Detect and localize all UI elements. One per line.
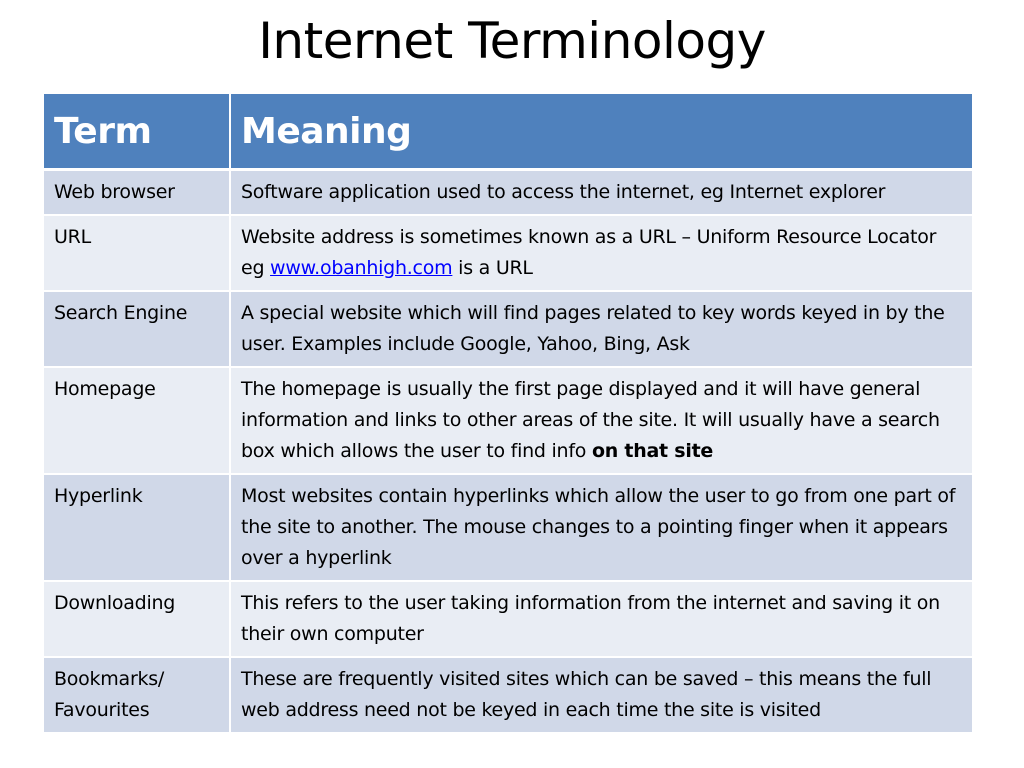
table-header-row [44, 94, 972, 170]
table-row [44, 581, 972, 657]
meaning-text: is a URL [452, 257, 533, 279]
term-cell: Bookmarks/ Favourites [44, 657, 230, 733]
header-meaning: Meaning [230, 94, 972, 170]
meaning-cell: This refers to the user taking information from the internet and saving it on their own computer [230, 581, 972, 657]
table-row [44, 170, 972, 216]
meaning-text: Website address is sometimes known as a URL – Uniform Resource Locator eg [241, 226, 937, 279]
term-cell: Downloading [44, 581, 230, 657]
meaning-cell: A special website which will find pages related to key words keyed in by the user. Examples include Google, Yahoo, Bing, Ask [230, 291, 972, 367]
header-term: Term [44, 94, 230, 170]
obanhigh-link[interactable]: www.obanhigh.com [270, 257, 453, 279]
meaning-cell [230, 215, 972, 291]
table-row [44, 367, 972, 474]
term-cell: Homepage [44, 367, 230, 474]
term-cell: Hyperlink [44, 474, 230, 581]
terminology-table [44, 94, 972, 734]
table-row [44, 657, 972, 733]
term-cell: URL [44, 215, 230, 291]
meaning-cell: Software application used to access the internet, eg Internet explorer [230, 170, 972, 216]
meaning-bold-text: on that site [591, 440, 714, 462]
table-row [44, 474, 972, 581]
term-cell: Web browser [44, 170, 230, 216]
meaning-cell [230, 367, 972, 474]
table-row [44, 215, 972, 291]
meaning-cell: Most websites contain hyperlinks which allow the user to go from one part of the site to another. The mouse changes to a pointing finger when it appears over a hyperlink [230, 474, 972, 581]
term-cell: Search Engine [44, 291, 230, 367]
meaning-cell: These are frequently visited sites which can be saved – this means the full web address need not be keyed in each time the site is visited [230, 657, 972, 733]
meaning-text: The homepage is usually the first page displayed and it will have general information and links to other areas of the site. It will usually have a search box which allows the user to find info [241, 378, 940, 462]
slide-title: Internet Terminology [258, 12, 766, 70]
table-row [44, 291, 972, 367]
